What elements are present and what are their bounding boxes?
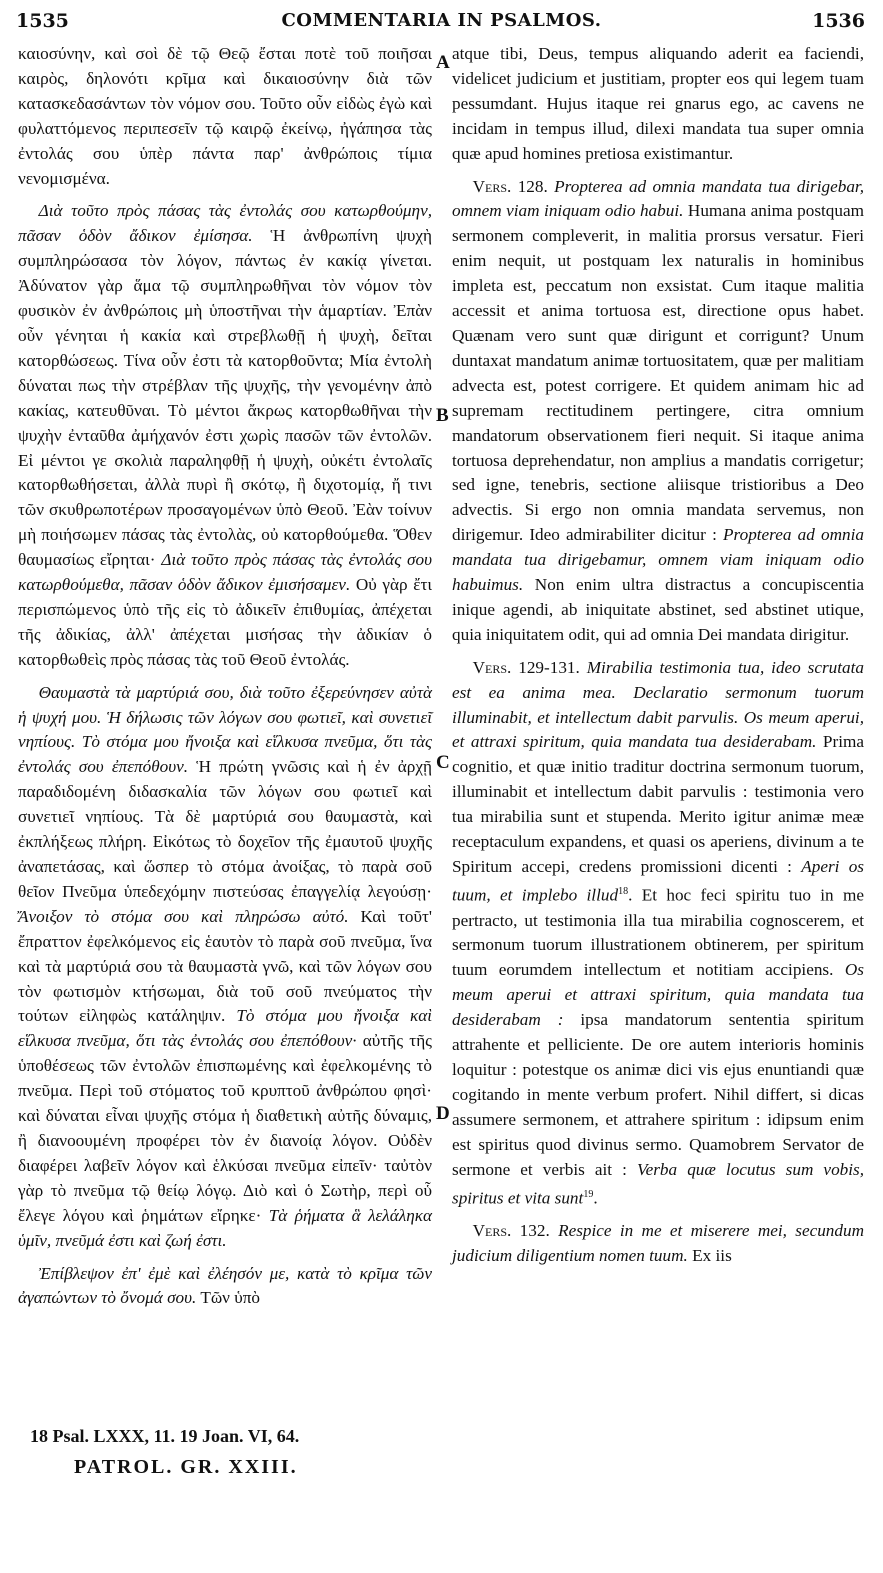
verse-label: Vers. 128. <box>472 176 548 196</box>
footnote-mark-19: 19 <box>583 1188 594 1200</box>
greek-text: καιοσύνην, καὶ σοὶ δὲ τῷ Θεῷ ἔσται ποτὲ τοῦ ποιῆσαι καιρὸς, δηλονότι κρῖμα καὶ δικαιοσύνην διὰ τῶν κατασκεδασάντων τὸν νόμον σου. Τοῦτο οὖν εἰδὼς ἐγὼ καὶ φυλαττόμενος περιπεσεῖν τῷ καιρῷ ἐκείνῳ, ἠγάπησα τὰς ἐντολάς σου ὑπὲρ πάντα παρ' ἀνθρώποις τίμια νενομισμένα. <box>18 44 432 188</box>
latin-text: Non enim ultra distractus a concupiscentia inique agendi, ab iniquitate abstinet, sed abstinet utique, quia iniquitatem odit, qui ad omnia Dei mandata dirigitur. <box>452 575 864 644</box>
greek-quote: Ἄνοιξον τὸ στόμα σου καὶ πληρώσω αὐτό. <box>18 906 349 926</box>
greek-quote: Διὰ τοῦτο πρὸς πάσας τὰς ἐντολάς σου κατωρθούμεθα, πᾶσαν ὁδὸν ἄδικον ἐμισήσαμεν. <box>18 550 432 595</box>
greek-text: Τῶν ὑπὸ <box>196 1288 260 1308</box>
latin-quote: Propterea ad omnia mandata tua dirigebamur, omnem viam iniquam odio habuimus. <box>452 525 865 595</box>
greek-lemma: Διὰ τοῦτο πρὸς πάσας τὰς ἐντολάς σου κατωρθούμην, πᾶσαν ὁδὸν ἄδικον ἐμίσησα. <box>18 201 432 246</box>
greek-text: Καὶ τοῦτ' ἔπραττον ἐφελκόμενος εἰς ἑαυτὸν τὸ παρὰ σοῦ πνεῦμα, ἵνα καὶ τὰ μαρτύριά σου τὰ θαυμαστὰ γνῶ, καὶ τῶν λόγων σου τὸν φωτισμὸν κτήσωμαι, διὰ τοῦ σοῦ πνεύματος τὴν τούτων εἰληφὼς κατάληψιν. <box>18 906 432 1026</box>
margin-letter-d: D <box>436 1103 450 1124</box>
latin-quote: Verba quæ locutus sum vobis, spiritus et vita sunt <box>452 1159 865 1208</box>
greek-paragraph-2 <box>18 199 432 672</box>
latin-text: Prima cognitio, et quæ initio traditur doctrina sermonum tuorum, illuminabit et intellectum dabit parvulis : testimonia vero tua mirabilia sunt et stupenda. Merito igitur animæ meæ receptaculum expandens, et quasi os aperiens, divinum a te Spiritum accepi, credens promissioni dicenti : <box>452 732 864 876</box>
latin-text: Ex iis <box>687 1246 732 1266</box>
margin-letter-a: A <box>436 52 450 73</box>
margin-letter-b: B <box>436 405 449 426</box>
greek-paragraph-1 <box>18 42 432 191</box>
latin-text: . Et hoc feci spiritu tuo in me pertracto, ut testimonia illa tua mirabilia cognoscerem, et sermonum tuorum illustrationem obtinerem, per spiritum tuum eorumdem intellectum et notitiam accipiens. <box>452 885 864 980</box>
latin-paragraph-1 <box>452 42 864 167</box>
footnotes: 18 Psal. LXXX, 11. 19 Joan. VI, 64. <box>30 1426 300 1446</box>
greek-text: Ἡ ἀνθρωπίνη ψυχὴ συμπληρώσασα τὸν λόγον, πάντως ἐν κακίᾳ γίνεται. Ἀδύνατον γὰρ ἅμα τῷ συμπληρωθῆναι τὸν νόμον τὸν φυσικὸν ἐν ἀνθρώποις μὴ ὑποστῆναι τὴν ἁμαρτίαν. Ἐπὰν οὖν γένηται ἡ κακία καὶ στρεβλωθῇ ἡ ψυχὴ, δεῖται κατορθώσεως. Τίνα οὖν ἐστι τὰ κατορθοῦντα; Μία ἐντολὴ δύναται πως τὴν στρέβλαν τῆς ψυχῆς, τὴν γενομένην ἀπὸ κακίας, κατευθῦναι. Τὸ μέντοι ἄκρως κατορθωθῆναι τὴν ψυχὴν ἐνταῦθα ἀμήχανόν ἐστι χωρὶς πασῶν τῶν ἐντολῶν. Εἰ μέντοι γε σκολιὰ παραληφθῇ ἡ ψυχὴ, οὐκέτι ἐντολαῖς κατορθωθήσεται, ἀλλὰ πυρὶ ἢ σκότῳ, ἢ διχοτομίᾳ, ἤ τινι τῶν σκυθρωποτέρων προσαγομένων ὑπὸ Θεοῦ. Ἐὰν τοίνυν μὴ ποιήσωμεν πάσας τὰς ἐντολὰς, οὐ κατορθούμεθα. Ὅθεν θαυμασίως εἴρηται· <box>18 226 432 570</box>
greek-quote: Τὸ στόμα μου ἤνοιξα καὶ εἵλκυσα πνεῦμα, ὅτι τὰς ἐντολάς σου ἐπεπόθουν· <box>18 1006 432 1051</box>
latin-lemma: Respice in me et miserere mei, secundum judicium diligentium nomen tuum. <box>452 1221 865 1266</box>
greek-lemma: Ἐπίβλεψον ἐπ' ἐμὲ καὶ ἐλέησόν με, κατὰ τὸ κρῖμα τῶν ἀγαπώντων τὸ ὄνομά σου. <box>18 1263 432 1308</box>
latin-paragraph-vers-128 <box>452 175 864 648</box>
footnote-mark-18: 18 <box>618 885 629 897</box>
running-title: COMMENTARIA IN PSALMOS. <box>281 10 602 31</box>
page-number-left: 1535 <box>16 10 69 32</box>
greek-text: Ἡ πρώτη γνῶσις καὶ ἡ ἐν ἀρχῇ παραδιδομένη διδασκαλία τῶν λόγων σου φωτιεῖ καὶ συνετιεῖ νηπίους. Τὰ δὲ μαρτύριά σου θαυμαστὰ, καὶ ἐκπλήξεως πλήρη. Εἰκότως τὸ δοχεῖον τῆς ἐμαυτοῦ ψυχῆς ἀναπετάσας, καὶ ὥσπερ τὸ στόμα ἀνοίξας, τὸ παρὰ σοῦ θεῖον Πνεῦμα ὑπεδεχόμην πιστεύσας ἐπαγγελίᾳ λεγούσῃ· <box>18 757 432 901</box>
page-header <box>0 0 883 36</box>
greek-column <box>18 42 432 1311</box>
greek-text: αὐτῆς τῆς ὑποθέσεως τῶν ἐντολῶν ἐπισπωμένης καὶ ἐφελκομένης τὸ πνεῦμα. Περὶ τοῦ στόματος τοῦ κρυπτοῦ ἀνθρώπου φησὶ· καὶ δύναται εἶναι ψυχῆς στόμα ἡ διαθετικὴ αὐτῆς δύναμις, ἢ διανοουμένη προφέρει τὸν ἐν διανοίᾳ λόγον. Οὐδὲν διαφέρει λαβεῖν λόγον καὶ ἑλκύσαι πνεῦμα εἰπεῖν· ταὐτὸν γὰρ τὸ πνεῦμα τῷ θείῳ λόγῳ. Διὸ καὶ ὁ Σωτὴρ, περὶ οὗ ἔλεγε λόγου καὶ ῥημάτων εἴρηκε· <box>18 1031 432 1225</box>
greek-paragraph-3 <box>18 681 432 1254</box>
latin-paragraph-vers-132 <box>452 1219 864 1269</box>
latin-text: . <box>593 1188 598 1208</box>
page-number-right: 1536 <box>812 10 865 32</box>
latin-lemma: Mirabilia testimonia tua, ideo scrutata est ea anima mea. Declaratio sermonum tuorum illuminabit, et intellectum dabit parvulis. Os meum aperui, et attraxi spiritum, quia mandata tua desiderabam. <box>452 657 864 752</box>
greek-text: Οὐ γὰρ ἔτι περισπώμενος ὑπὸ τῆς εἰς τὸ ἀδικεῖν ἐπιθυμίας, ἀπέχεται τῆς ἀδικίας, ἀλλ' ἀπέχεται μισήσας τὴν ἀδικίαν ὁ κατορθωθεὶς πρὸς πάσας τὰς τοῦ Θεοῦ ἐντολάς. <box>18 575 432 669</box>
latin-column <box>452 42 864 1269</box>
latin-lemma: Propterea ad omnia mandata tua dirigebar, omnem viam iniquam odio habui. <box>452 176 865 221</box>
latin-text: ipsa mandatorum sententia spiritum attrahente et pelliciente. De ore autem interioris hominis loquitur : potestque os animæ dici vis ejus enuntiandi quæ cogitando in mente verbum profert. Nihil differt, si dicas assumere sermonem, et attrahere spiritum : idipsum enim est spiritus quod divinus sermo. Quamobrem Servator de sermone et verbis ait : <box>452 1010 864 1179</box>
greek-paragraph-4 <box>18 1262 432 1312</box>
verse-label: Vers. 129-131. <box>472 657 580 677</box>
verse-label: Vers. 132. <box>472 1221 550 1241</box>
greek-lemma: Θαυμαστὰ τὰ μαρτύριά σου, διὰ τοῦτο ἐξερεύνησεν αὐτὰ ἡ ψυχή μου. Ἡ δήλωσις τῶν λόγων σου φωτιεῖ, καὶ συνετιεῖ νηπίους. Τὸ στόμα μου ἤνοιξα καὶ εἵλκυσα πνεῦμα, ὅτι τὰς ἐντολάς σου ἐπεπόθουν. <box>18 682 432 777</box>
latin-text: Humana anima postquam sermonem compleverit, in malitia prorsus versatur. Fieri enim nequit, ut postquam lex naturalis in hominibus impleta est, peccatum non exsistat. Cum itaque malitia accessit et anima tortuosa est, directione opus habet. Quænam vero sunt quæ dirigunt et corrigunt? Unum duntaxat mandatum animæ tortuositatem, quæ per malitiam advecta est, potest corrigere. Et quidem animam hic ad supremam rectitudinem pertingere, citra omnium mandatorum observationem fieri nequit. Si itaque anima tortuosa deprehendatur, non amplius a mandatis corrigetur; sed igne, tenebris, sectione aliisque tristioribus a Deo advectis. Si ergo non omnia mandata servemus, non dirigemur. Ideo admirabiliter dicitur : <box>452 201 864 545</box>
greek-quote: Τὰ ῥήματα ἃ λελάληκα ὑμῖν, πνεῦμά ἐστι καὶ ζωή ἐστι. <box>18 1205 433 1250</box>
signature-mark: PATROL. GR. XXIII. <box>74 1456 298 1478</box>
latin-text: atque tibi, Deus, tempus aliquando aderit ea faciendi, videlicet judicium et justitiam, propter eos qui legem tuam pessumdant. Hujus itaque rei gnarus ego, ac cavens ne incidam in tempus illud, dilexi mandata tua super omnia quæ apud homines pretiosa existimantur. <box>452 44 864 163</box>
latin-quote: Aperi os tuum, et implebo illud <box>452 857 864 905</box>
latin-quote: Os meum aperui et attraxi spiritum, quia mandata tua desiderabam : <box>452 960 864 1030</box>
latin-paragraph-vers-129 <box>452 656 864 1211</box>
margin-letter-c: C <box>436 752 450 773</box>
